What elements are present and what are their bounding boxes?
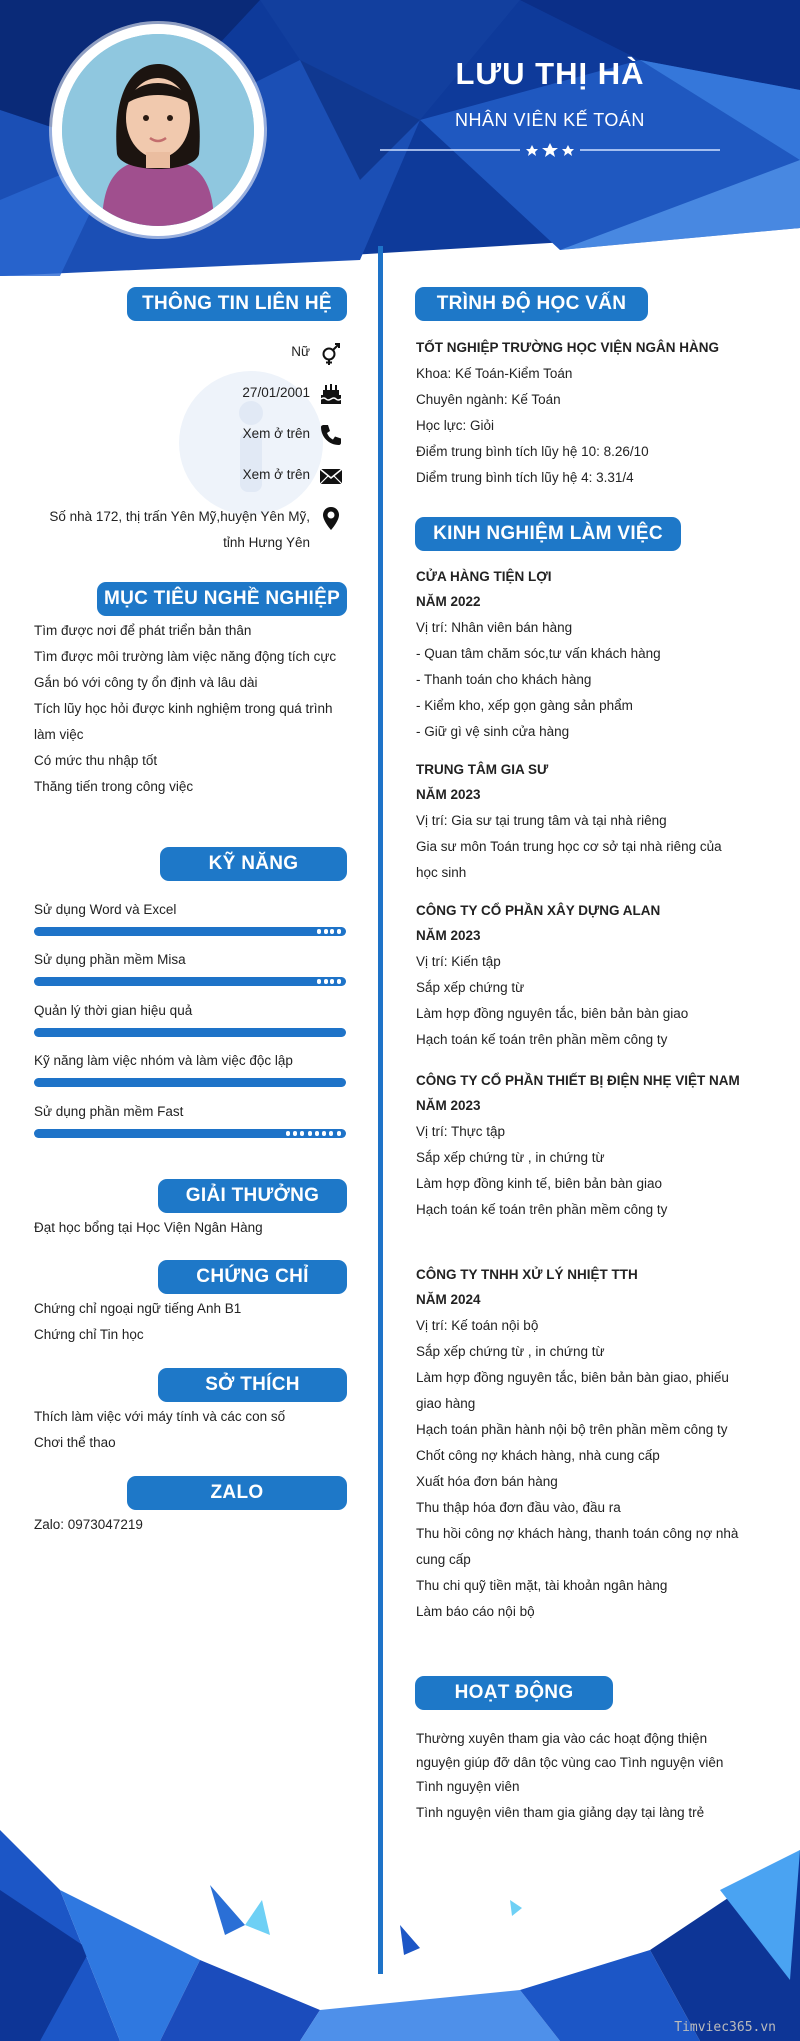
job-year: NĂM 2023 — [416, 787, 481, 802]
job-line: Vị trí: Gia sư tại trung tâm và tại nhà riêng — [416, 813, 667, 828]
gender-icon — [318, 340, 344, 366]
column-divider — [378, 246, 383, 1974]
brand-watermark: Timviec365.vn — [674, 2020, 776, 2035]
skill-bar-tick — [330, 929, 334, 934]
skill-bar — [34, 1028, 346, 1037]
education-line: Khoa: Kế Toán-Kiểm Toán — [416, 366, 573, 381]
skill-bar-tick — [317, 929, 321, 934]
certificates-section-title: CHỨNG CHỈ — [158, 1260, 347, 1294]
job-line: Hạch toán kế toán trên phần mềm công ty — [416, 1032, 668, 1047]
location-pin-icon — [318, 505, 344, 531]
objective-item: Gắn bó với công ty ổn định và lâu dài — [34, 675, 258, 690]
job-year: NĂM 2023 — [416, 928, 481, 943]
job-line: Vị trí: Kiến tập — [416, 954, 501, 969]
skill-bar-tick — [324, 979, 328, 984]
skill-bar-tick — [337, 979, 341, 984]
phone-value: Xem ở trên — [242, 426, 310, 441]
skill-bar-tick — [337, 929, 341, 934]
address-line-2: tỉnh Hưng Yên — [223, 535, 310, 550]
job-year: NĂM 2023 — [416, 1098, 481, 1113]
job-company: CÔNG TY CỔ PHẦN THIẾT BỊ ĐIỆN NHẸ VIỆT NAM — [416, 1073, 740, 1088]
certificate-item: Chứng chỉ Tin học — [34, 1327, 144, 1342]
skills-section-title: KỸ NĂNG — [160, 847, 347, 881]
education-line: Học lực: Giỏi — [416, 418, 495, 433]
job-line: - Giữ gì vệ sinh cửa hàng — [416, 724, 570, 739]
job-line: học sinh — [416, 865, 467, 880]
objective-item: Tìm được môi trường làm việc năng động tích cực — [34, 649, 337, 664]
skill-label: Quản lý thời gian hiệu quả — [34, 1003, 193, 1018]
full-name: LƯU THỊ HÀ — [455, 56, 645, 91]
skill-bar-tick — [286, 1131, 290, 1136]
job-line: Sắp xếp chứng từ , in chứng từ — [416, 1344, 605, 1359]
objective-section-title: MỤC TIÊU NGHỀ NGHIỆP — [97, 582, 347, 616]
job-line: Thu hồi công nợ khách hàng, thanh toán công nợ nhà — [416, 1526, 739, 1541]
job-line: Hạch toán phần hành nội bộ trên phần mềm công ty — [416, 1422, 728, 1437]
job-line: Hạch toán kế toán trên phần mềm công ty — [416, 1202, 668, 1217]
job-line: Vị trí: Kế toán nội bộ — [416, 1318, 539, 1333]
job-line: Sắp xếp chứng từ — [416, 980, 525, 995]
skill-bar-tick — [300, 1131, 304, 1136]
job-line: Vị trí: Thực tập — [416, 1124, 506, 1139]
profile-photo — [62, 34, 254, 226]
skill-bar-tick — [330, 979, 334, 984]
job-line: cung cấp — [416, 1552, 471, 1567]
footer-background — [0, 1830, 800, 2041]
skill-label: Sử dụng phần mềm Misa — [34, 952, 186, 967]
mail-icon — [318, 463, 344, 489]
skill-bar-tick — [324, 929, 328, 934]
education-line: Chuyên ngành: Kế Toán — [416, 392, 561, 407]
job-line: giao hàng — [416, 1396, 476, 1411]
job-line: Chốt công nợ khách hàng, nhà cung cấp — [416, 1448, 660, 1463]
skill-label: Kỹ năng làm việc nhóm và làm việc độc lập — [34, 1053, 293, 1068]
skill-bar — [34, 1078, 346, 1087]
skill-label: Sử dụng Word và Excel — [34, 902, 177, 917]
job-line: Thu thập hóa đơn đầu vào, đầu ra — [416, 1500, 621, 1515]
phone-icon — [318, 422, 344, 448]
zalo-value: Zalo: 0973047219 — [34, 1517, 143, 1532]
objective-item: Tích lũy học hỏi được kinh nghiệm trong quá trình — [34, 701, 333, 716]
education-line: Điểm trung bình tích lũy hệ 10: 8.26/10 — [416, 444, 649, 459]
job-line: Làm hợp đồng nguyên tắc, biên bản bàn giao, phiếu — [416, 1370, 729, 1385]
education-school: TỐT NGHIỆP TRƯỜNG HỌC VIỆN NGÂN HÀNG — [416, 340, 719, 355]
job-line: Gia sư môn Toán trung học cơ sở tại nhà riêng của — [416, 839, 722, 854]
job-company: TRUNG TÂM GIA SƯ — [416, 762, 549, 777]
objective-item: Có mức thu nhập tốt — [34, 753, 158, 768]
job-line: Làm hợp đồng nguyên tắc, biên bản bàn giao — [416, 1006, 689, 1021]
skill-bar-tick — [293, 1131, 297, 1136]
job-line: - Thanh toán cho khách hàng — [416, 672, 592, 687]
skill-bar-tick — [315, 1131, 319, 1136]
job-line: Vị trí: Nhân viên bán hàng — [416, 620, 573, 635]
skill-bar-tick — [329, 1131, 333, 1136]
skill-bar-tick — [308, 1131, 312, 1136]
birthday-value: 27/01/2001 — [242, 385, 310, 400]
hobbies-section-title: SỞ THÍCH — [158, 1368, 347, 1402]
job-line: - Quan tâm chăm sóc,tư vấn khách hàng — [416, 646, 661, 661]
contact-section-title: THÔNG TIN LIÊN HỆ — [127, 287, 347, 321]
objective-item: làm việc — [34, 727, 84, 742]
skill-bar-tick — [317, 979, 321, 984]
hobby-item: Chơi thể thao — [34, 1435, 116, 1450]
award-item: Đạt học bổng tại Học Viện Ngân Hàng — [34, 1220, 263, 1235]
skill-bar-tick — [337, 1131, 341, 1136]
job-line: Làm báo cáo nội bộ — [416, 1604, 535, 1619]
person-illustration — [62, 34, 254, 226]
job-line: - Kiểm kho, xếp gọn gàng sản phẩm — [416, 698, 633, 713]
zalo-section-title: ZALO — [127, 1476, 347, 1510]
skill-label: Sử dụng phần mềm Fast — [34, 1104, 184, 1119]
certificate-item: Chứng chỉ ngoại ngữ tiếng Anh B1 — [34, 1301, 242, 1316]
avatar — [52, 24, 264, 236]
skill-bar-tick — [322, 1131, 326, 1136]
job-year: NĂM 2024 — [416, 1292, 481, 1307]
email-value: Xem ở trên — [242, 467, 310, 482]
hobby-item: Thích làm việc với máy tính và các con số — [34, 1409, 286, 1424]
objective-item: Thăng tiến trong công việc — [34, 779, 194, 794]
stars-divider — [380, 142, 720, 158]
education-line: Diểm trung bình tích lũy hệ 4: 3.31/4 — [416, 470, 634, 485]
job-line: Sắp xếp chứng từ , in chứng từ — [416, 1150, 605, 1165]
activity-line: Thường xuyên tham gia vào các hoạt động thiện — [416, 1731, 708, 1746]
job-company: CÔNG TY TNHH XỬ LÝ NHIỆT TTH — [416, 1267, 638, 1282]
activities-section-title: HOẠT ĐỘNG — [415, 1676, 613, 1710]
job-company: CÔNG TY CỔ PHẦN XÂY DỰNG ALAN — [416, 903, 661, 918]
job-year: NĂM 2022 — [416, 594, 481, 609]
skill-bar — [34, 977, 346, 986]
job-line: Làm hợp đồng kinh tế, biên bản bàn giao — [416, 1176, 663, 1191]
gender-value: Nữ — [291, 344, 310, 359]
objective-item: Tìm được nơi để phát triển bản thân — [34, 623, 252, 638]
activity-line: nguyện giúp đỡ dân tộc vùng cao Tình nguyện viên — [416, 1755, 724, 1770]
activity-line: Tình nguyện viên — [416, 1779, 520, 1794]
cake-icon — [318, 381, 344, 407]
job-title: NHÂN VIÊN KẾ TOÁN — [455, 110, 645, 130]
awards-section-title: GIẢI THƯỞNG — [158, 1179, 347, 1213]
job-line: Xuất hóa đơn bán hàng — [416, 1474, 558, 1489]
skill-bar — [34, 1129, 346, 1138]
skill-bar — [34, 927, 346, 936]
job-company: CỬA HÀNG TIỆN LỢI — [416, 569, 552, 584]
experience-section-title: KINH NGHIỆM LÀM VIỆC — [415, 517, 681, 551]
job-line: Thu chi quỹ tiền mặt, tài khoản ngân hàng — [416, 1578, 668, 1593]
activity-line: Tình nguyện viên tham gia giảng dạy tại làng trẻ — [416, 1805, 705, 1820]
education-section-title: TRÌNH ĐỘ HỌC VẤN — [415, 287, 648, 321]
address-line-1: Số nhà 172, thị trấn Yên Mỹ,huyện Yên Mỹ, — [49, 509, 310, 524]
